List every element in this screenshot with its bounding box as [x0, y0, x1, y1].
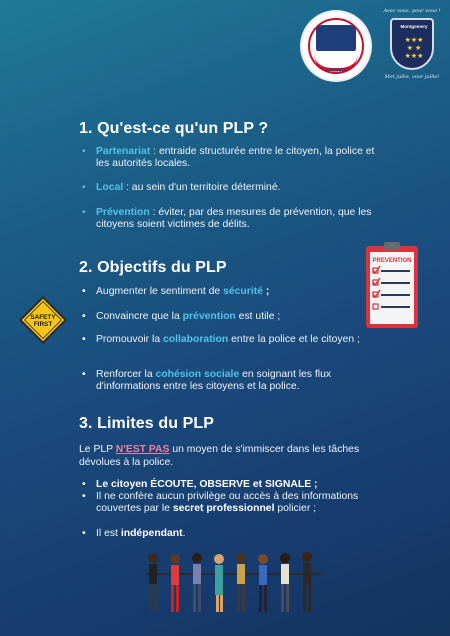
- safety-first-sign-icon: [18, 295, 68, 345]
- montgomery-police-logo: [382, 8, 442, 82]
- bullet-icon: •: [82, 334, 86, 345]
- people-holding-hands-illustration: [145, 548, 325, 618]
- clipboard-label: PREVENTION: [372, 258, 412, 264]
- logo-top-text: Avec vous, pour vous !: [383, 8, 441, 14]
- list-item: • Il ne confère aucun privilège ou accès à des informations couvertes par le secret professionnel policier ;: [82, 491, 359, 515]
- sign-line-1: SAFETY: [30, 314, 56, 321]
- section-title: 3. Limites du PLP: [79, 415, 215, 432]
- list-item: • Partenariat : entraide structurée entre le citoyen, la police et les autorités locales.: [82, 146, 375, 170]
- sign-line-2: FIRST: [33, 321, 53, 328]
- bullet-icon: •: [82, 182, 86, 193]
- police-badge-logo: [302, 12, 370, 80]
- bullet-icon: •: [82, 207, 86, 218]
- list-item: • Il est indépendant.: [82, 528, 186, 539]
- list-item: • Le citoyen ÉCOUTE, OBSERVE et SIGNALE ;: [82, 479, 318, 490]
- list-item: • Renforcer la cohésion sociale en soignant les flux d'informations entre les citoyens et la police.: [82, 369, 332, 393]
- section-title: 1. Qu'est-ce qu'un PLP ?: [79, 120, 269, 137]
- bullet-icon: •: [82, 528, 86, 539]
- list-item: • Promouvoir la collaboration entre la police et le citoyen ;: [82, 334, 360, 345]
- shield-icon: [390, 18, 434, 70]
- bullet-icon: •: [82, 286, 86, 297]
- stars-icon: ★★★ ★ ★ ★★★: [404, 37, 424, 60]
- bullet-icon: •: [82, 146, 86, 157]
- bullet-icon: •: [82, 491, 86, 502]
- bullet-icon: •: [82, 479, 86, 490]
- section-title: 2. Objectifs du PLP: [79, 259, 227, 276]
- prevention-clipboard-icon: [364, 240, 420, 330]
- list-item: • Local : au sein d'un territoire déterminé.: [82, 182, 281, 193]
- logo-bottom-text: Met jullie, voor jullie!: [384, 74, 440, 80]
- list-item: • Convaincre que la prévention est utile ;: [82, 311, 281, 322]
- list-item: • Prévention : éviter, par des mesures de prévention, que les citoyens soient victimes de délits.: [82, 207, 372, 231]
- logo-name: Montgomery: [400, 24, 428, 29]
- list-item: • Augmenter le sentiment de sécurité ;: [82, 286, 270, 297]
- bullet-icon: •: [82, 369, 86, 380]
- bullet-icon: •: [82, 311, 86, 322]
- badge-emblem: [316, 25, 356, 51]
- badge-text: SÉCURITÉ: [325, 68, 347, 73]
- section3-intro: Le PLP N'EST PAS un moyen de s'immiscer dans les tâches dévolues à la police.: [79, 444, 360, 468]
